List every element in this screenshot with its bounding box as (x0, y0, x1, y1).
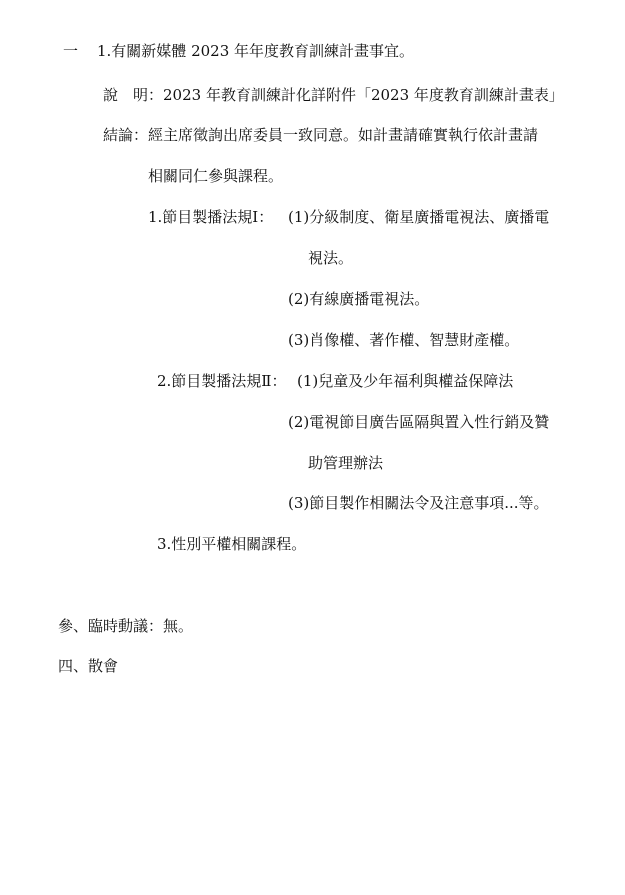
conclusion-line-2: 相關同仁參與課程。 (148, 167, 284, 185)
course-3-label: 3.性別平權相關課程。 (157, 535, 307, 553)
course-2-label: 2.節目製播法規Ⅱ： (157, 372, 287, 390)
course-2-topic-3: (3)節目製作相關法令及注意事項...等。 (288, 494, 549, 512)
course-1-topic-1: (1)分級制度、衛星廣播電視法、廣播電 (288, 208, 550, 226)
section-three: 參、臨時動議：無。 (58, 617, 194, 635)
conclusion-line-1: 結論：經主席徵詢出席委員一致同意。如計畫請確實執行依計畫請 (103, 126, 539, 144)
course-1-label: 1.節目製播法規Ⅰ： (148, 208, 274, 226)
course-2-topic-1: (1)兒童及少年福利與權益保障法 (297, 372, 514, 390)
course-1-topic-3: (3)肖像權、著作權、智慧財產權。 (288, 331, 520, 349)
item-one-title: 1.有關新媒體 2023 年年度教育訓練計畫事宜。 (97, 42, 415, 60)
course-1-topic-1-cont: 視法。 (308, 249, 354, 267)
item-one-number: 一 (63, 42, 79, 60)
course-2-topic-2-cont: 助管理辦法 (308, 454, 384, 472)
course-1-topic-2: (2)有線廣播電視法。 (288, 290, 430, 308)
course-2-topic-2: (2)電視節目廣告區隔與置入性行銷及贊 (288, 413, 550, 431)
section-four: 四、散會 (58, 657, 119, 675)
explanation-line: 說 明：2023 年教育訓練計化詳附件「2023 年度教育訓練計畫表」 (103, 86, 564, 104)
